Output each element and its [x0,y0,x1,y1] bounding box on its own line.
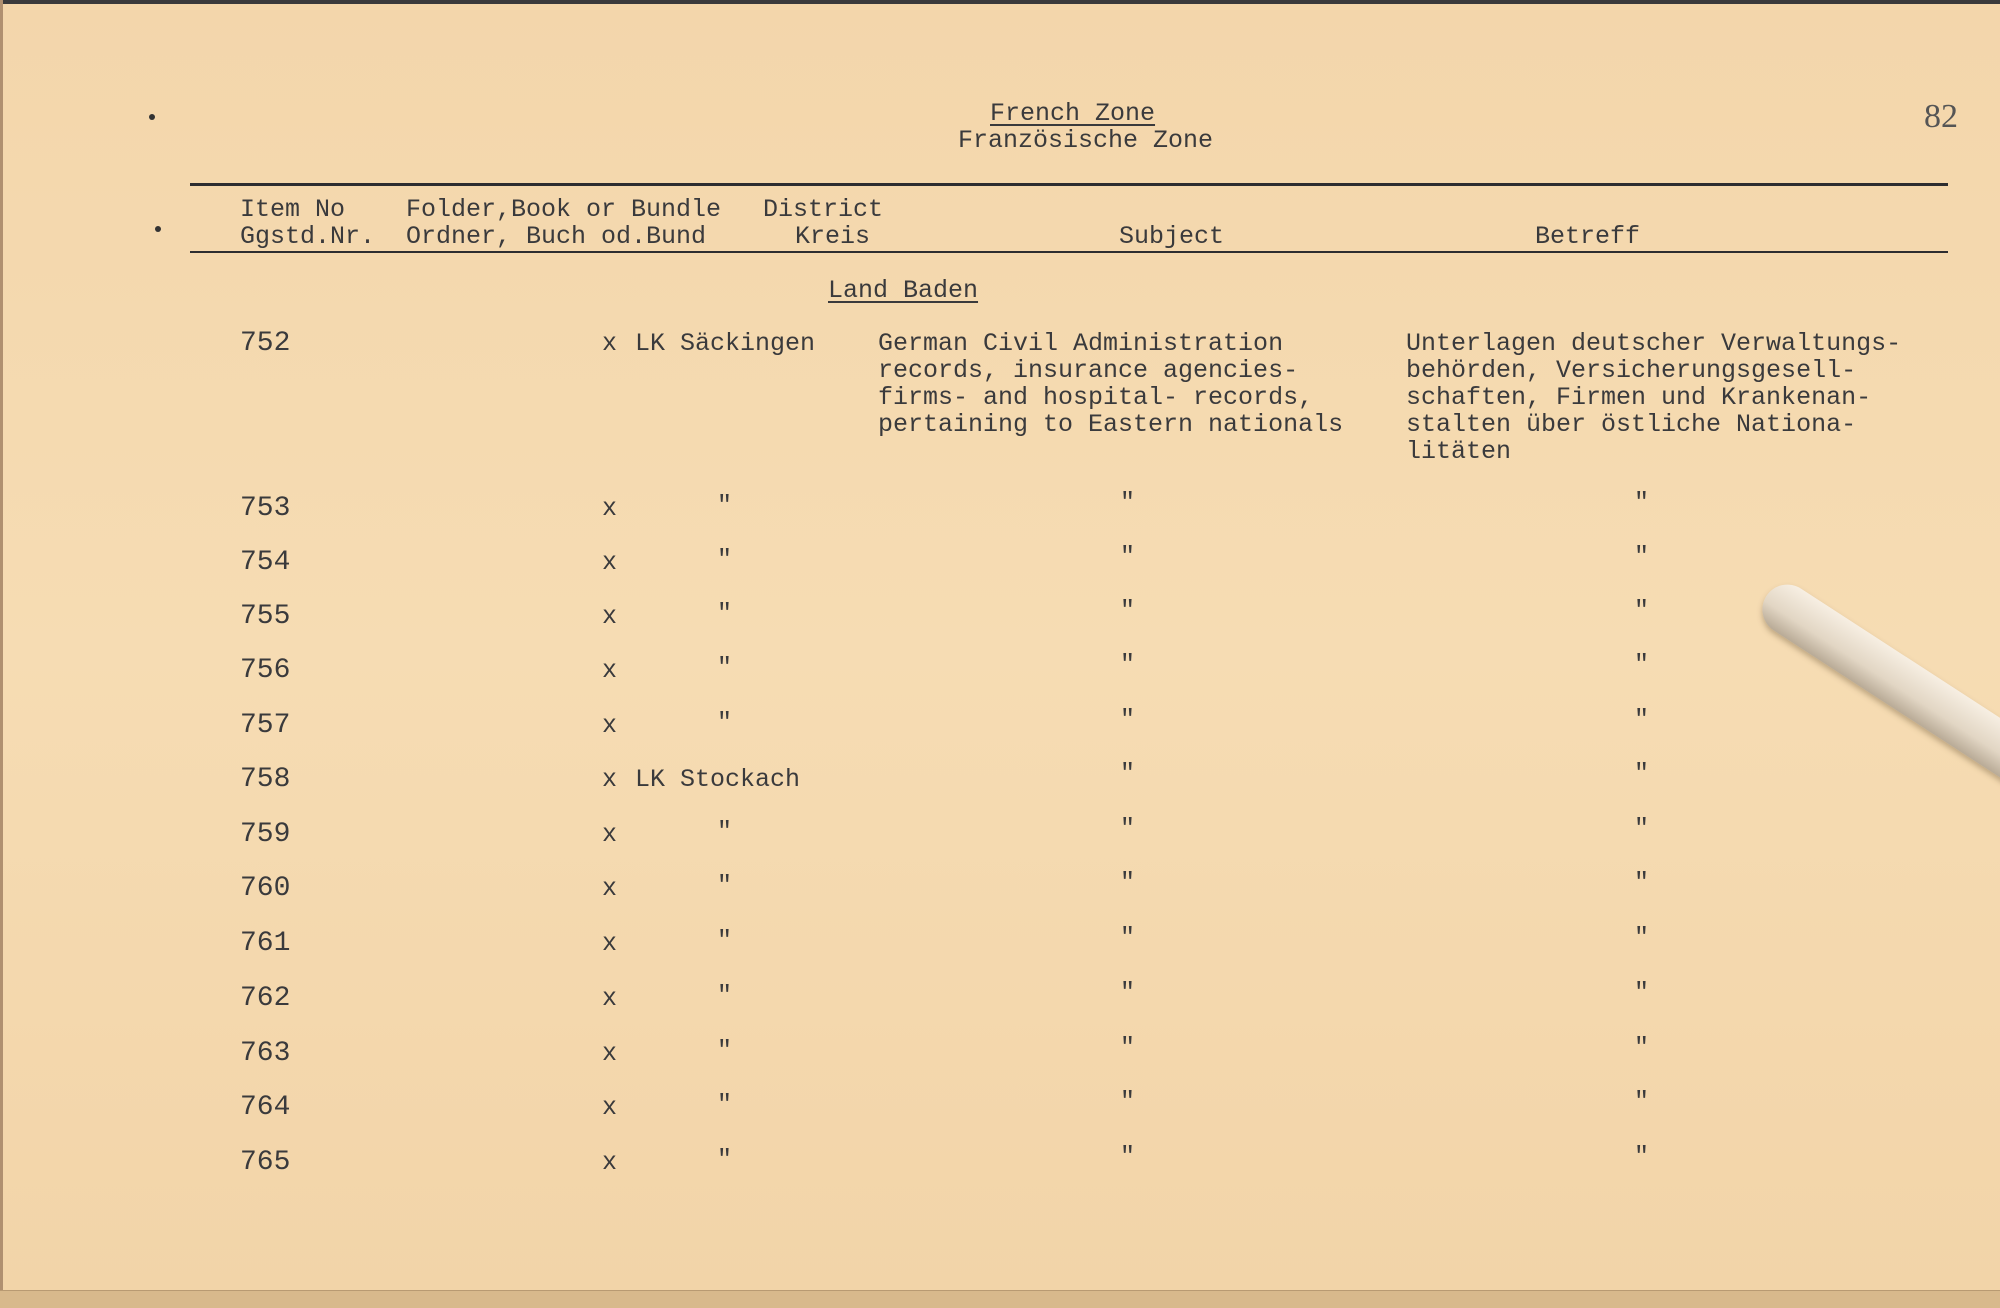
subject-cell: " [1120,759,1136,788]
zone-title-de: Französische Zone [958,126,1214,155]
item-number: 764 [240,1092,291,1123]
mark-x: x [602,1148,618,1177]
subject-cell: " [1120,1033,1136,1062]
section-title: Land Baden [828,276,979,305]
mark-x: x [602,929,618,958]
pointer-stylus [1753,575,2000,797]
mark-x: x [602,1093,618,1122]
betreff-cell: " [1634,650,1650,679]
col-folder-en: Folder,Book or Bundle [406,195,722,224]
item-number: 760 [240,873,291,904]
mark-x: x [602,711,618,740]
subject-cell: " [1120,1142,1136,1171]
item-number: 761 [240,928,291,959]
mark-x: x [602,656,618,685]
betreff-cell: " [1634,1033,1650,1062]
mark-x: x [602,1039,618,1068]
item-number: 757 [240,710,291,741]
subject-cell: " [1120,814,1136,843]
district-cell: " [717,491,733,520]
betreff-cell: " [1634,814,1650,843]
subject-cell: German Civil Administration records, insurance agencies- firms- and hospital- records, pertaining to Eastern nationals [878,329,1344,439]
item-number: 765 [240,1147,291,1178]
betreff-cell: " [1634,542,1650,571]
page-left-edge [0,0,3,1307]
betreff-cell: " [1634,868,1650,897]
margin-dot [155,226,161,232]
col-district-en: District [763,195,884,224]
subject-cell: " [1120,542,1136,571]
page-top-edge [0,0,2000,4]
mark-x: x [602,329,618,358]
district-cell: " [717,708,733,737]
header-bottom-rule [190,251,1948,253]
col-district-de: Kreis [795,222,871,251]
margin-dot [149,114,155,120]
col-folder-de: Ordner, Buch od.Bund [406,222,707,251]
subject-cell: " [1120,705,1136,734]
mark-x: x [602,494,618,523]
mark-x: x [602,984,618,1013]
mark-x: x [602,765,618,794]
subject-cell: " [1120,923,1136,952]
col-item-no-de: Ggstd.Nr. [240,222,376,251]
mark-x: x [602,602,618,631]
district-cell: LK Stockach [635,765,801,794]
mark-x: x [602,874,618,903]
col-betreff: Betreff [1535,222,1641,251]
item-number: 756 [240,655,291,686]
district-cell: " [717,926,733,955]
mark-x: x [602,820,618,849]
mark-x: x [602,548,618,577]
subject-cell: " [1120,1087,1136,1116]
betreff-cell: " [1634,1087,1650,1116]
district-cell: " [717,1036,733,1065]
betreff-cell: Unterlagen deutscher Verwaltungs- behörden, Versicherungsgesell- schaften, Firmen und Krankenan- stalten über östliche Nationa- litäten [1406,329,1902,466]
betreff-cell: " [1634,488,1650,517]
col-subject: Subject [1119,222,1225,251]
betreff-cell: " [1634,1142,1650,1171]
district-cell: " [717,545,733,574]
betreff-cell: " [1634,596,1650,625]
item-number: 755 [240,601,291,632]
subject-cell: " [1120,488,1136,517]
header-top-rule [190,183,1948,186]
district-cell: " [717,871,733,900]
district-cell: " [717,653,733,682]
item-number: 753 [240,493,291,524]
item-number: 763 [240,1038,291,1069]
subject-cell: " [1120,596,1136,625]
page-bottom-edge [0,1290,2000,1308]
betreff-cell: " [1634,978,1650,1007]
col-item-no-en: Item No [240,195,346,224]
district-cell: " [717,817,733,846]
district-cell: " [717,1145,733,1174]
district-cell: LK Säckingen [635,329,816,358]
item-number: 754 [240,547,291,578]
district-cell: " [717,981,733,1010]
district-cell: " [717,1090,733,1119]
betreff-cell: " [1634,759,1650,788]
item-number: 752 [240,328,291,359]
zone-title-en: French Zone [990,99,1156,128]
item-number: 759 [240,819,291,850]
item-number: 762 [240,983,291,1014]
page-number: 82 [1924,98,1958,135]
subject-cell: " [1120,978,1136,1007]
district-cell: " [717,599,733,628]
betreff-cell: " [1634,923,1650,952]
item-number: 758 [240,764,291,795]
subject-cell: " [1120,868,1136,897]
betreff-cell: " [1634,705,1650,734]
subject-cell: " [1120,650,1136,679]
